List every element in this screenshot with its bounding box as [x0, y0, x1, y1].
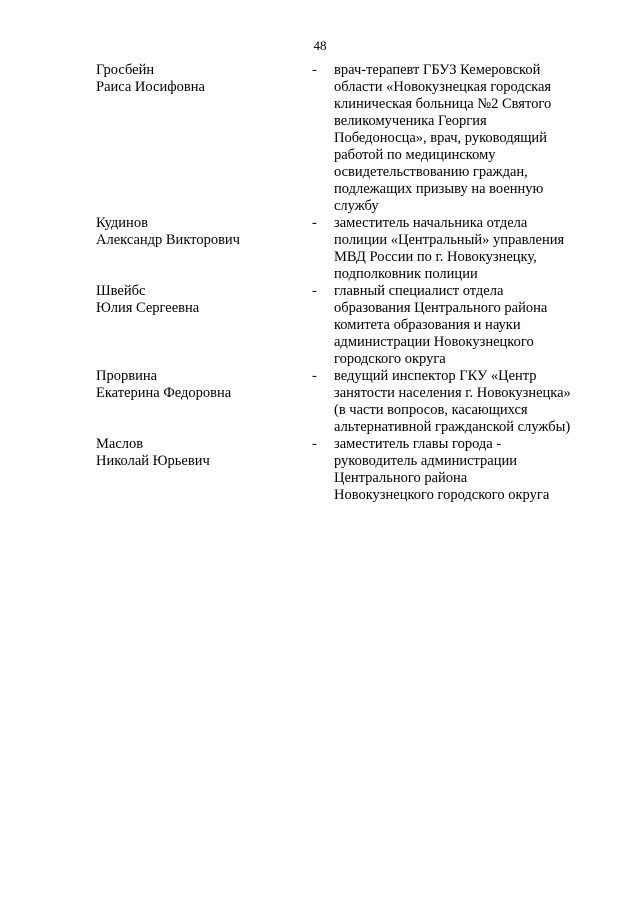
dash-separator: -	[312, 283, 317, 299]
member-entry	[96, 215, 596, 283]
position-line: комитета образования и науки	[334, 317, 521, 333]
position-line: службу	[334, 198, 379, 214]
member-given-names: Екатерина Федоровна	[96, 385, 232, 401]
member-name	[96, 368, 296, 402]
member-surname: Маслов	[96, 436, 144, 452]
member-surname: Прорвина	[96, 368, 158, 384]
position-line: Центрального района	[334, 470, 468, 486]
position-line: клиническая больница №2 Святого	[334, 96, 552, 112]
member-given-names: Александр Викторович	[96, 232, 240, 248]
member-entry	[96, 283, 596, 368]
position-line: освидетельствованию граждан,	[334, 164, 528, 180]
dash-separator: -	[312, 368, 317, 384]
member-name	[96, 283, 296, 317]
position-line: Новокузнецкого городского округа	[334, 487, 550, 503]
position-line: заместитель главы города -	[334, 436, 502, 452]
member-entry	[96, 436, 596, 504]
member-given-names: Раиса Иосифовна	[96, 79, 205, 95]
dash-separator: -	[312, 436, 317, 452]
member-name	[96, 215, 296, 249]
member-position	[334, 283, 596, 368]
position-line: великомученика Георгия	[334, 113, 487, 129]
member-position	[334, 436, 596, 504]
commission-member-list	[96, 62, 596, 504]
position-line: альтернативной гражданской службы)	[334, 419, 571, 435]
member-name	[96, 62, 296, 96]
position-line: городского округа	[334, 351, 446, 367]
dash-separator: -	[312, 62, 317, 78]
position-line: полиции «Центральный» управления	[334, 232, 565, 248]
member-surname: Кудинов	[96, 215, 148, 231]
member-surname: Швейбс	[96, 283, 146, 299]
position-line: (в части вопросов, касающихся	[334, 402, 528, 418]
position-line: руководитель администрации	[334, 453, 518, 469]
member-surname: Гросбейн	[96, 62, 155, 78]
position-line: врач-терапевт ГБУЗ Кемеровской	[334, 62, 541, 78]
dash-separator: -	[312, 215, 317, 231]
position-line: образования Центрального района	[334, 300, 548, 316]
page-number: 48	[313, 38, 327, 53]
position-line: ведущий инспектор ГКУ «Центр	[334, 368, 537, 384]
member-given-names: Николай Юрьевич	[96, 453, 210, 469]
position-line: МВД России по г. Новокузнецку,	[334, 249, 537, 265]
position-line: подполковник полиции	[334, 266, 478, 282]
position-line: занятости населения г. Новокузнецка»	[334, 385, 571, 401]
position-line: главный специалист отдела	[334, 283, 504, 299]
position-line: области «Новокузнецкая городская	[334, 79, 552, 95]
position-line: работой по медицинскому	[334, 147, 496, 163]
member-position	[334, 62, 596, 215]
member-given-names: Юлия Сергеевна	[96, 300, 200, 316]
position-line: Победоносца», врач, руководящий	[334, 130, 547, 146]
member-entry	[96, 368, 596, 436]
position-line: подлежащих призыву на военную	[334, 181, 544, 197]
member-entry	[96, 62, 596, 215]
member-name	[96, 436, 296, 470]
member-position	[334, 368, 596, 436]
member-position	[334, 215, 596, 283]
position-line: администрации Новокузнецкого	[334, 334, 534, 350]
position-line: заместитель начальника отдела	[334, 215, 528, 231]
